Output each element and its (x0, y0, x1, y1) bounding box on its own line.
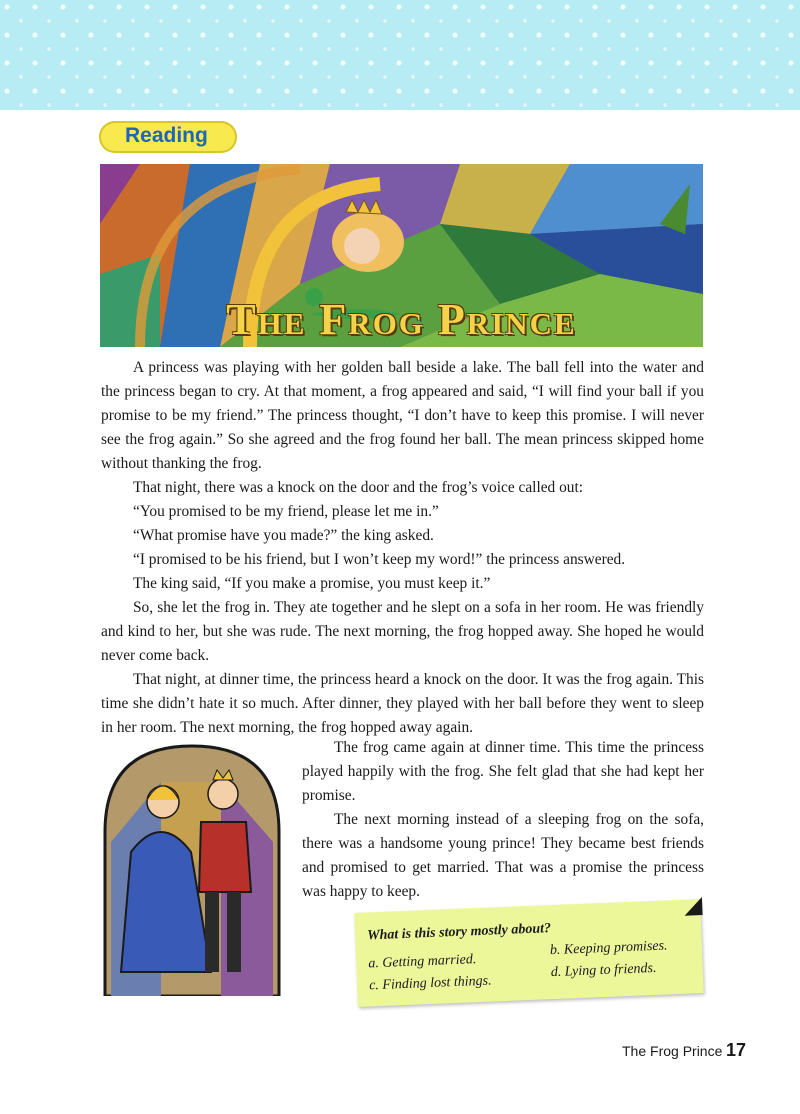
quiz-option-b[interactable]: b. Keeping promises. (549, 938, 668, 959)
paragraph: That night, at dinner time, the princess heard a knock on the door. It was the frog again. This time she didn’t hate it so much. After dinner, they played with her ball before they went to sleep in her room. The next morning, the frog hopped away again. (101, 671, 704, 736)
quiz-option-a[interactable]: a. Getting married. (368, 952, 477, 972)
comprehension-question-card (354, 899, 703, 1007)
quiz-question: What is this story mostly about? (366, 921, 552, 944)
paragraph: “You promised to be my friend, please let me in.” (133, 503, 439, 520)
section-label: Reading (125, 124, 208, 147)
paragraph: “What promise have you made?” the king asked. (133, 527, 434, 544)
story-side-text (302, 736, 704, 904)
corner-fold-icon (684, 897, 703, 916)
stained-glass-window (101, 742, 283, 996)
story-title: The Frog Prince (226, 295, 577, 344)
paragraph: That night, there was a knock on the door and the frog’s voice called out: (133, 479, 584, 496)
paragraph: “I promised to be his friend, but I won’t keep my word!” the princess answered. (133, 551, 626, 568)
paragraph: So, she let the frog in. They ate together and he slept on a sofa in her room. He was friendly and kind to her, but she was rude. The next morning, the frog hopped away. She hoped he would never come back. (101, 599, 704, 664)
paragraph: The king said, “If you make a promise, you must keep it.” (133, 575, 491, 592)
footer-book-title: The Frog Prince (622, 1043, 723, 1059)
decorative-header-band (0, 0, 800, 110)
paragraph: A princess was playing with her golden ball beside a lake. The ball fell into the water and the princess began to cry. At that moment, a frog appeared and said, “I will find your ball if you promise to be my friend.” The princess thought, “I don’t have to keep this promise. I will never see the frog again.” So she agreed and the frog found her ball. The mean princess skipped home without thanking the frog. (101, 359, 704, 472)
prince-princess-illustration (101, 742, 283, 996)
section-badge (99, 121, 237, 153)
page-number: 17 (726, 1040, 747, 1060)
paragraph: The frog came again at dinner time. This time the princess played happily with the frog. She felt glad that she had kept her promise. (302, 739, 704, 804)
paragraph: The next morning instead of a sleeping frog on the sofa, there was a handsome young prince! They became best friends and promised to get married. That was a promise the princess was happy to keep. (302, 811, 704, 900)
quiz-option-c[interactable]: c. Finding lost things. (368, 973, 492, 994)
quiz-option-d[interactable]: d. Lying to friends. (550, 960, 657, 981)
hero-illustration (100, 164, 703, 347)
story-main-text (101, 356, 704, 740)
